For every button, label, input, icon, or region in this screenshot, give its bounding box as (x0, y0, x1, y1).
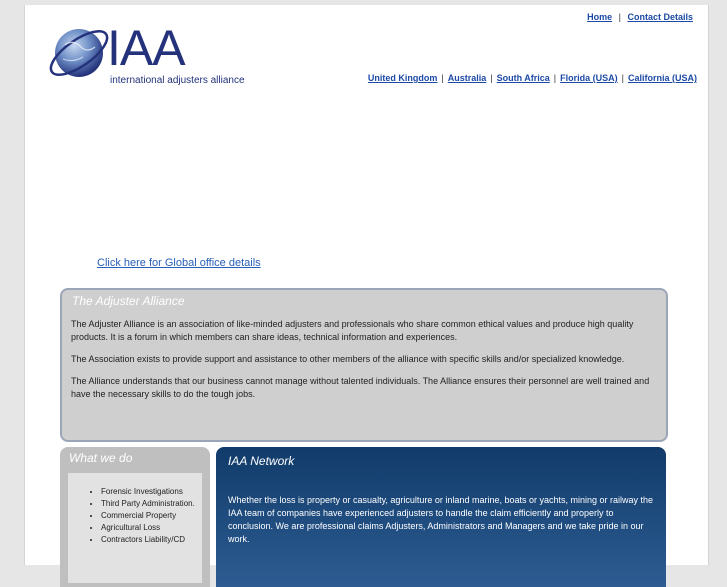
page-container (24, 5, 709, 565)
what-we-do-panel (60, 447, 210, 587)
region-links (368, 73, 697, 83)
alliance-title: The Adjuster Alliance (72, 294, 185, 308)
site-logo[interactable] (45, 15, 255, 87)
region-link-california[interactable]: California (USA) (627, 73, 697, 83)
service-item: • Third Party Administration. (101, 498, 195, 510)
services-list (68, 486, 195, 546)
globe-icon (45, 15, 115, 87)
nav-contact-link[interactable]: Contact Details (627, 12, 693, 22)
network-title: IAA Network (228, 454, 295, 468)
service-item: • Forensic Investigations (101, 486, 195, 498)
top-navigation (587, 12, 693, 22)
alliance-paragraph: The Alliance understands that our business cannot manage without talented individuals. The Alliance ensures their personnel are well trained and have the necessary skills to do the tough jobs. (71, 376, 650, 399)
alliance-paragraph: The Adjuster Alliance is an association of like-minded adjusters and professionals who share common ethical values and produce high quality products. It is a forum in which members can share ideas, technical information and experiences. (71, 319, 634, 342)
logo-tagline: international adjusters alliance (110, 75, 245, 86)
region-link-australia[interactable]: Australia (447, 73, 487, 83)
nav-separator: | (618, 12, 621, 22)
alliance-body (71, 318, 655, 410)
network-text: Whether the loss is property or casualty, agriculture or inland marine, boats or yachts, mining or railway the IAA team of companies have experienced adjusters to handle the claim efficiently and properly to conclusion. We are professional claims Adjusters, Administrators and Managers and we take pride in our work. (228, 495, 654, 544)
region-link-florida[interactable]: Florida (USA) (560, 73, 618, 83)
adjuster-alliance-panel (60, 288, 668, 442)
logo-wordmark: IAA (107, 20, 185, 76)
services-list-box (68, 473, 202, 583)
nav-home-link[interactable]: Home (587, 12, 613, 22)
iaa-network-panel (216, 447, 666, 587)
service-item: • Contractors Liability/CD (101, 534, 195, 546)
service-item: • Commercial Property (101, 510, 195, 522)
global-office-link[interactable]: Click here for Global office details (97, 257, 261, 269)
region-link-uk[interactable]: United Kingdom (367, 73, 438, 83)
region-link-south-africa[interactable]: South Africa (496, 73, 550, 83)
service-item: • Agricultural Loss (101, 522, 195, 534)
region-separator: | (553, 73, 557, 83)
what-we-do-title: What we do (69, 451, 133, 465)
region-separator: | (441, 73, 444, 83)
region-separator: | (490, 73, 493, 83)
alliance-paragraph: The Association exists to provide support and assistance to other members of the alliance with specific skills and/or specialized knowledge. (71, 354, 625, 364)
region-separator: | (621, 73, 624, 83)
